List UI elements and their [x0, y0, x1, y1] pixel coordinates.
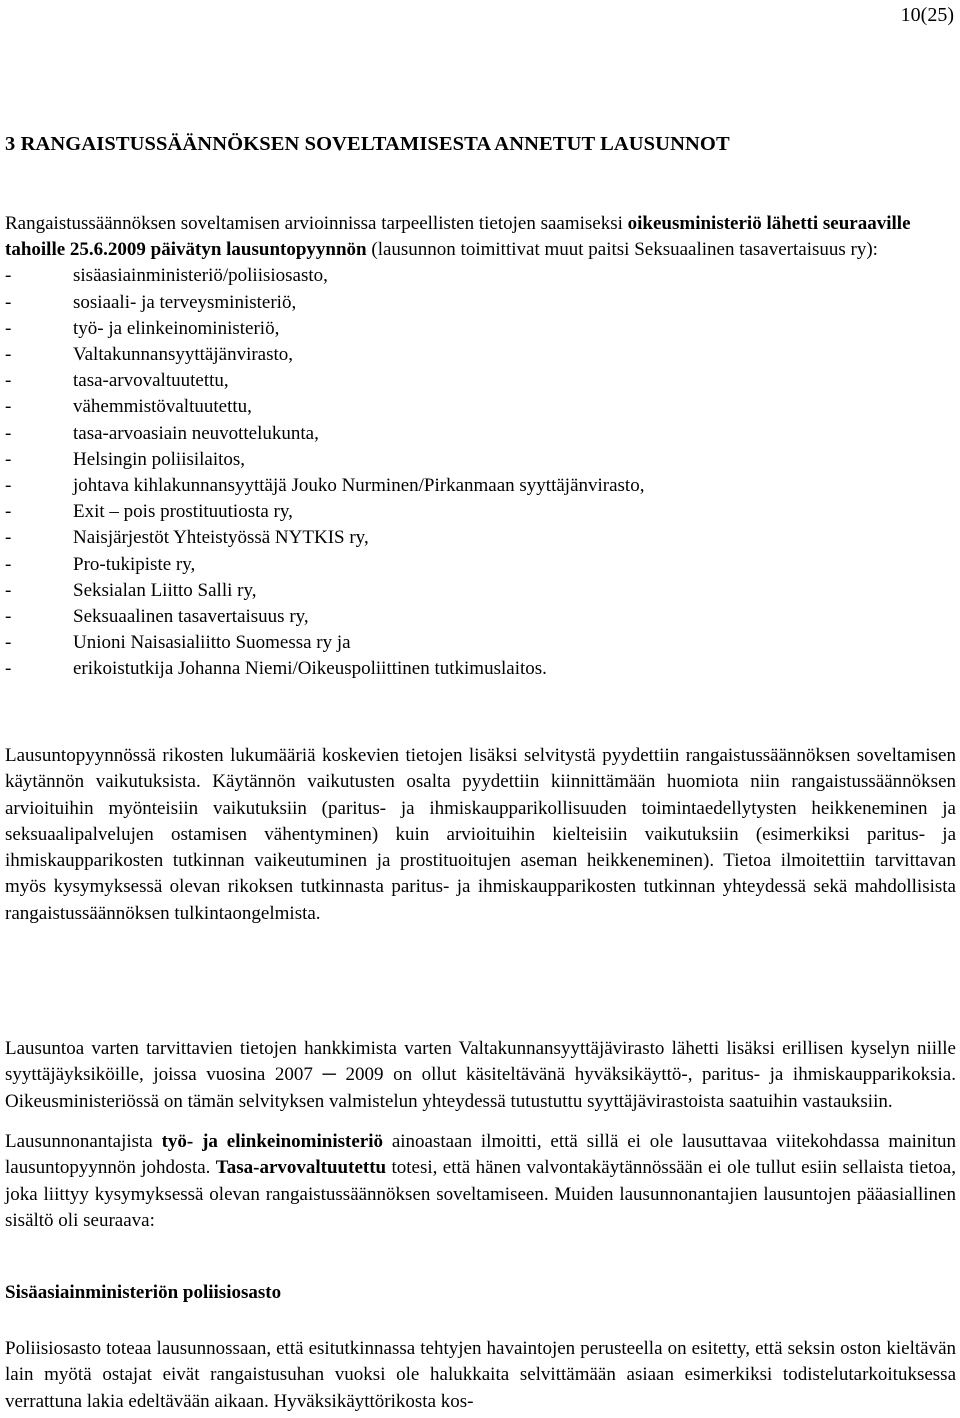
- recipient-name: Helsingin poliisilaitos,: [73, 448, 246, 470]
- recipient-name: sisäasiainministeriö/poliisiosasto,: [73, 265, 328, 287]
- page-number: 10(25): [900, 4, 954, 26]
- recipient-name: Naisjärjestöt Yhteistyössä NYTKIS ry,: [73, 527, 369, 549]
- recipient-name: tasa-arvoasiain neuvottelukunta,: [73, 422, 319, 444]
- recipient-list-item: [5, 394, 960, 420]
- recipient-name: sosiaali- ja terveysministeriö,: [73, 291, 297, 313]
- recipient-name: vähemmistövaltuutettu,: [73, 396, 252, 418]
- paragraph-3-bold-1: työ- ja elinkeinoministeriö: [161, 1131, 383, 1152]
- recipient-list-item: [5, 342, 960, 368]
- paragraph-1: Lausuntopyynnössä rikosten lukumääriä koskevien tietojen lisäksi selvitystä pyydettiin rangaistussäännöksen soveltamisen käytännön vaikutuksista. Käytännön vaikutusten osalta pyydettiin kiinnittämään huomiota niin rangaistussäännöksen arvioituihin myönteisiin vaikutuksiin (paritus- ja ihmiskaupparikollisuuden toimintaedellytysten heikkeneminen ja seksuaalipalvelujen ostamisen vähentyminen) kuin arvioituihin kielteisiin vaikutuksiin (esimerkiksi paritus- ja ihmiskaupparikosten tutkinnan vaikeutuminen ja prostituoitujen aseman heikkeneminen). Tietoa ilmoitettiin tarvittavan myös kysymyksessä olevan rikoksen tutkinnasta paritus- ja ihmiskaupparikosten tutkinnan yhteydessä sekä mahdollisista rangaistussäännöksen tulkintaongelmista.: [5, 745, 956, 924]
- list-dash: -: [5, 422, 12, 444]
- intro-text-1: Rangaistussäännöksen soveltamisen arvioinnissa tarpeellisten tietojen saamiseksi: [5, 213, 628, 234]
- list-dash: -: [5, 553, 12, 575]
- recipient-name: työ- ja elinkeinoministeriö,: [73, 317, 280, 339]
- recipient-list-item: [5, 368, 960, 394]
- recipient-name: erikoistutkija Johanna Niemi/Oikeuspoliittinen tutkimuslaitos.: [73, 658, 547, 680]
- recipient-list-item: [5, 656, 960, 682]
- paragraph-3-text-3: totesi, että hänen valvontakäytännössään ei ole tullut esiin sellaista tietoa, joka liittyy kysymyksessä olevan rangaistussäännöksen soveltamiseen. Muiden lausunnonantajien lausuntojen pääasiallinen sisältö oli seuraava:: [5, 1157, 956, 1231]
- paragraph-4: Poliisiosasto toteaa lausunnossaan, että esitutkinnassa tehtyjen havaintojen perusteella on esitetty, että seksin oston kieltävän lain myötä ostajat eivät rangaistusuhan vuoksi ole halukkaita selvittämään asiaan esimerkiksi todistelutarkoituksessa verrattuna lakia edeltävään aikaan. Hyväksikäyttörikosta kos-: [5, 1338, 956, 1412]
- recipient-list: [5, 263, 960, 682]
- intro-paragraph: [5, 211, 960, 263]
- list-dash: -: [5, 344, 12, 366]
- recipient-list-item: [5, 552, 960, 578]
- recipient-list-item: [5, 290, 960, 316]
- recipient-list-item: [5, 473, 960, 499]
- recipient-name: tasa-arvovaltuutettu,: [73, 370, 229, 392]
- page-title: 3 RANGAISTUSSÄÄNNÖKSEN SOVELTAMISESTA ANNETUT LAUSUNNOT: [5, 133, 730, 155]
- recipient-name: Valtakunnansyyttäjänvirasto,: [73, 344, 294, 366]
- list-dash: -: [5, 501, 12, 523]
- list-dash: -: [5, 527, 12, 549]
- list-dash: -: [5, 448, 12, 470]
- paragraph-3: [5, 1129, 956, 1234]
- recipient-name: Unioni Naisasialiitto Suomessa ry ja: [73, 632, 351, 654]
- list-dash: -: [5, 579, 12, 601]
- list-dash: -: [5, 632, 12, 654]
- section-heading: Sisäasiainministeriön poliisiosasto: [5, 1282, 282, 1303]
- recipient-name: Pro-tukipiste ry,: [73, 553, 196, 575]
- recipient-name: johtava kihlakunnansyyttäjä Jouko Nurminen/Pirkanmaan syyttäjänvirasto,: [73, 475, 645, 497]
- recipient-list-item: [5, 578, 960, 604]
- recipient-name: Exit – pois prostituutiosta ry,: [73, 501, 293, 523]
- recipient-list-item: [5, 630, 960, 656]
- list-dash: -: [5, 317, 12, 339]
- paragraph-3-text-1: Lausunnonantajista: [5, 1131, 162, 1152]
- recipient-list-item: [5, 525, 960, 551]
- intro-bold-1: oikeusministeriö lähetti seuraaville tahoille 25.6.2009 päivätyn lausuntopyynnön: [5, 213, 911, 261]
- intro-section: [5, 211, 960, 683]
- paragraph-3-bold-2: Tasa-arvovaltuutettu: [215, 1157, 387, 1179]
- recipient-list-item: [5, 604, 960, 630]
- recipient-list-item: [5, 421, 960, 447]
- recipient-list-item: [5, 263, 960, 289]
- recipient-name: Seksuaalinen tasavertaisuus ry,: [73, 606, 309, 628]
- list-dash: -: [5, 658, 12, 680]
- list-dash: -: [5, 291, 12, 313]
- intro-text-2: (lausunnon toimittivat muut paitsi Seksuaalinen tasavertaisuus ry):: [366, 239, 878, 261]
- list-dash: -: [5, 370, 12, 392]
- list-dash: -: [5, 475, 12, 497]
- list-dash: -: [5, 396, 12, 418]
- recipient-name: Seksialan Liitto Salli ry,: [73, 579, 257, 601]
- list-dash: -: [5, 265, 12, 287]
- paragraph-2: Lausuntoa varten tarvittavien tietojen hankkimista varten Valtakunnansyyttäjävirasto lähetti lisäksi erillisen kyselyn niille syyttäjäyksiköille, joissa vuosina 2007 ─ 2009 on ollut käsiteltävänä hyväksikäyttö-, paritus- ja ihmiskaupparikoksia. Oikeusministeriössä on tämän selvityksen valmistelun yhteydessä tutustuttu syyttäjävirastoista saatuihin vastauksiin.: [5, 1038, 956, 1112]
- recipient-list-item: [5, 316, 960, 342]
- recipient-list-item: [5, 447, 960, 473]
- paragraph-3-text-2: ainoastaan ilmoitti, että sillä ei ole lausuttavaa viitekohdassa mainitun lausuntopyynnön johdosta.: [5, 1131, 956, 1179]
- recipient-list-item: [5, 499, 960, 525]
- list-dash: -: [5, 606, 12, 628]
